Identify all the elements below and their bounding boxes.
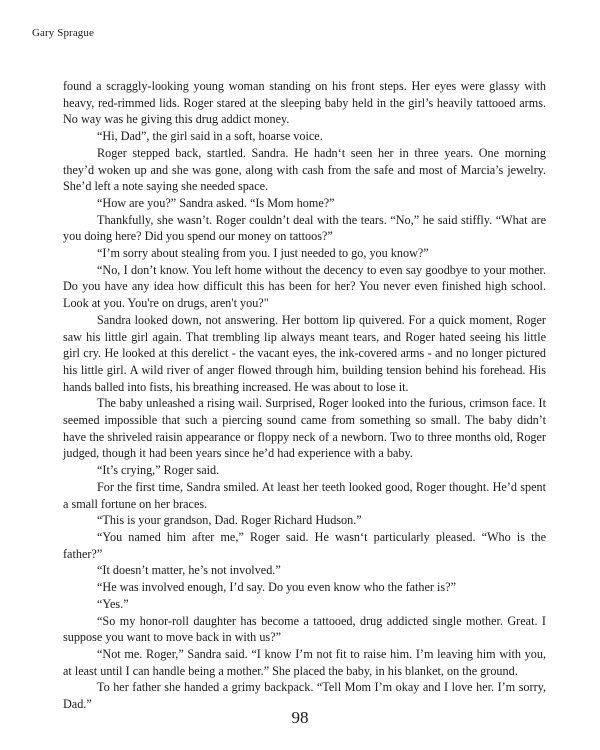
- paragraph: “It doesn’t matter, he’s not involved.”: [97, 563, 281, 578]
- paragraph: “Yes.”: [97, 596, 129, 611]
- page-body: [63, 78, 546, 713]
- paragraph: “It’s crying,” Roger said.: [97, 463, 220, 478]
- paragraph: “You named him after me,” Roger said. He wasn‘t particularly pleased. “Who is the father?”: [63, 529, 546, 561]
- paragraph: “Hi, Dad”, the girl said in a soft, hoarse voice.: [97, 129, 323, 144]
- paragraph: For the first time, Sandra smiled. At least her teeth looked good, Roger thought. He’d spent a small fortune on her braces.: [63, 479, 546, 511]
- paragraph: “Not me. Roger,” Sandra said. “I know I’m not fit to raise him. I’m leaving him with you, at least until I can handle being a mother.” She placed the baby, in his blanket, on the ground.: [63, 646, 546, 678]
- paragraph: Thankfully, she wasn’t. Roger couldn’t deal with the tears. “No,” he said stiffly. “What are you doing here? Did you spend our money on tattoos?”: [63, 212, 546, 244]
- paragraph: “So my honor-roll daughter has become a tattooed, drug addicted single mother. Great. I suppose you want to move back in with us?”: [63, 613, 546, 645]
- paragraph: Sandra looked down, not answering. Her bottom lip quivered. For a quick moment, Roger saw his little girl again. That trembling lip always meant tears, and Roger hated seeing his little girl cry. He looked at this derelict - the vacant eyes, the ink-covered arms - and no longer pictured his little girl. A wild river of anger flowed through him, building tension behind his forehead. His hands balled into fists, his breathing increased. He was about to lose it.: [63, 312, 546, 394]
- paragraph: The baby unleashed a rising wail. Surprised, Roger looked into the furious, crimson face. It seemed impossible that such a piercing sound came from something so small. The baby didn’t have the shriveled raisin appearance or floppy neck of a newborn. Two to three months old, Roger judged, though it had been years since he’d had experience with a baby.: [63, 396, 546, 461]
- page-number: 98: [291, 708, 309, 727]
- paragraph: Roger stepped back, startled. Sandra. He hadn‘t seen her in three years. One morning they’d woken up and she was gone, along with cash from the safe and most of Marcia’s jewelry. She’d left a note saying she needed space.: [63, 145, 546, 194]
- paragraph: To her father she handed a grimy backpack. “Tell Mom I’m okay and I love her. I’m sorry, Dad.”: [63, 680, 546, 712]
- paragraph: “No, I don’t know. You left home without the decency to even say goodbye to your mother. Do you have any idea how difficult this has been for her? You never even finished high school. Look at you. You're on drugs, aren't you?": [63, 262, 546, 311]
- running-header-author: Gary Sprague: [32, 27, 94, 39]
- paragraph: “How are you?” Sandra asked. “Is Mom home?”: [97, 195, 335, 210]
- paragraph: found a scraggly-looking young woman standing on his front steps. Her eyes were glassy with heavy, red-rimmed lids. Roger stared at the sleeping baby held in the girl’s heavily tattooed arms. No way was he giving this drug addict money.: [63, 79, 546, 127]
- paragraph: “He was involved enough, I’d say. Do you even know who the father is?”: [97, 580, 456, 595]
- paragraph: “I’m sorry about stealing from you. I just needed to go, you know?”: [97, 246, 429, 261]
- paragraph: “This is your grandson, Dad. Roger Richard Hudson.”: [97, 513, 362, 528]
